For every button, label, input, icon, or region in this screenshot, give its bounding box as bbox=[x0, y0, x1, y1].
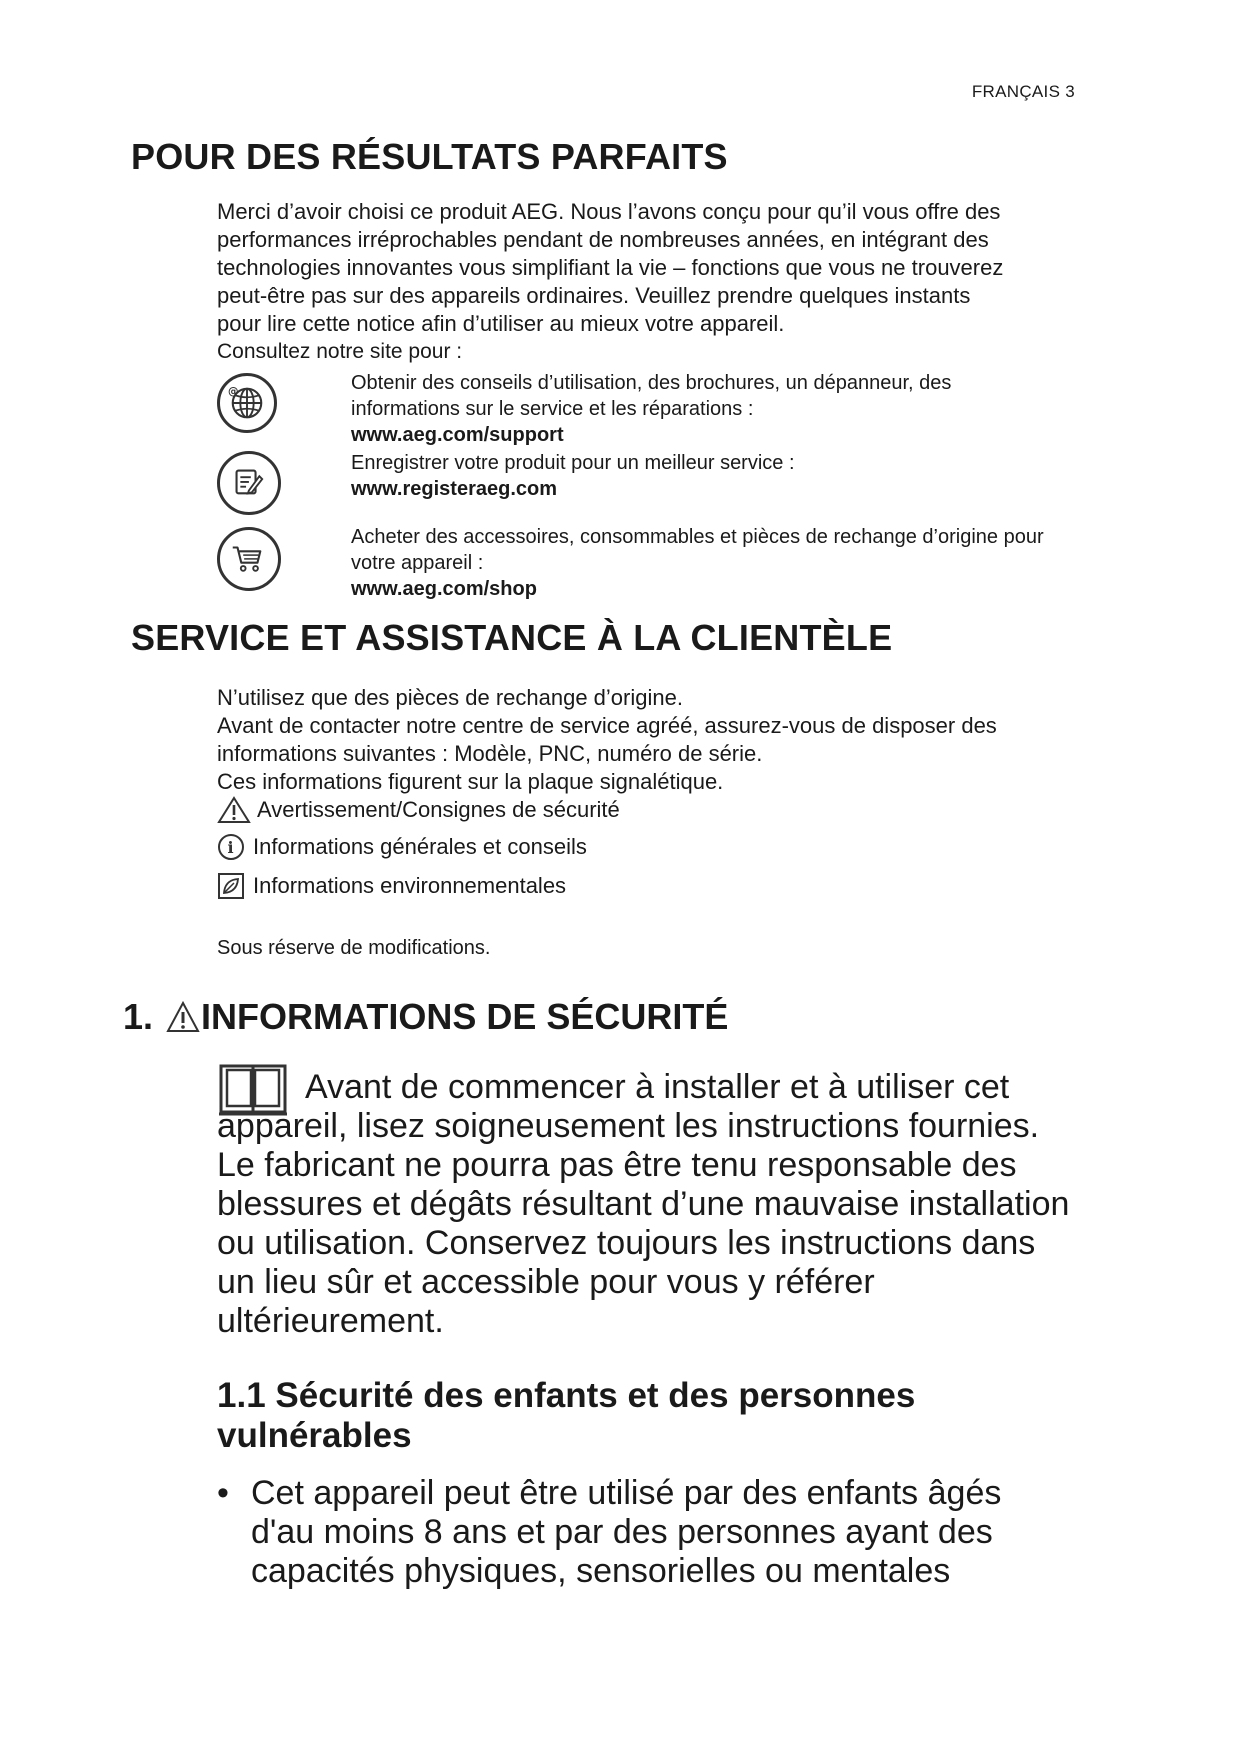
support-item-support bbox=[351, 370, 1131, 448]
bullet-symbol: • bbox=[217, 1474, 229, 1512]
bullet-text bbox=[251, 1474, 1001, 1591]
legend-label: Informations générales et conseils bbox=[253, 834, 587, 859]
svg-text:i: i bbox=[227, 838, 234, 857]
safety-line: blessures et dégâts résultant d’une mauvaise installation bbox=[217, 1185, 1070, 1223]
intro-line: peut-être pas sur des appareils ordinaires. Veuillez prendre quelques instants bbox=[217, 283, 971, 308]
legend-environment bbox=[217, 872, 566, 900]
bullet-line: Cet appareil peut être utilisé par des enfants âgés bbox=[251, 1474, 1002, 1512]
page-header: FRANÇAIS 3 bbox=[971, 82, 1075, 101]
bullet-line: d'au moins 8 ans et par des personnes ayant des bbox=[251, 1513, 993, 1551]
service-line: Avant de contacter notre centre de service agréé, assurez-vous de disposer des bbox=[217, 713, 997, 738]
support-text: informations sur le service et les réparations : bbox=[351, 398, 754, 420]
section-number: 1. bbox=[123, 996, 154, 1037]
service-line: informations suivantes : Modèle, PNC, numéro de série. bbox=[217, 741, 763, 766]
legend-label: Avertissement/Consignes de sécurité bbox=[257, 797, 620, 822]
intro-line: technologies innovantes vous simplifiant la vie – fonctions que vous ne trouverez bbox=[217, 255, 1004, 280]
svg-text:@: @ bbox=[228, 385, 239, 398]
legend-label: Informations environnementales bbox=[253, 873, 567, 898]
safety-line: Avant de commencer à installer et à utiliser cet bbox=[305, 1068, 1010, 1106]
support-link[interactable]: www.aeg.com/support bbox=[351, 424, 564, 446]
consult-line: Consultez notre site pour : bbox=[217, 340, 463, 363]
safety-line: Le fabricant ne pourra pas être tenu responsable des bbox=[217, 1146, 1017, 1184]
section-title-service: SERVICE ET ASSISTANCE À LA CLIENTÈLE bbox=[131, 617, 893, 658]
legend-info bbox=[217, 833, 587, 861]
safety-section-title bbox=[123, 996, 728, 1038]
intro-paragraph bbox=[217, 198, 1137, 366]
section-title-results: POUR DES RÉSULTATS PARFAITS bbox=[131, 136, 728, 177]
modification-note: Sous réserve de modifications. bbox=[217, 937, 491, 959]
shop-link[interactable]: www.aeg.com/shop bbox=[351, 578, 537, 600]
info-icon bbox=[217, 833, 247, 861]
section-title: INFORMATIONS DE SÉCURITÉ bbox=[201, 996, 729, 1037]
register-icon bbox=[217, 451, 281, 515]
subsection-title: 1.1 Sécurité des enfants et des personnes vulnérables bbox=[217, 1376, 916, 1455]
register-link[interactable]: www.registeraeg.com bbox=[351, 478, 557, 500]
service-line: Ces informations figurent sur la plaque signalétique. bbox=[217, 769, 724, 794]
support-text: Obtenir des conseils d’utilisation, des brochures, un dépanneur, des bbox=[351, 372, 952, 394]
cart-icon bbox=[217, 527, 281, 591]
warning-icon bbox=[217, 796, 251, 824]
register-text: Enregistrer votre produit pour un meilleur service : bbox=[351, 452, 795, 474]
safety-line: ultérieurement. bbox=[217, 1302, 444, 1340]
intro-line: pour lire cette notice afin d’utiliser au mieux votre appareil. bbox=[217, 311, 785, 336]
safety-line: ou utilisation. Conservez toujours les instructions dans bbox=[217, 1224, 1036, 1262]
intro-line: Merci d’avoir choisi ce produit AEG. Nous l’avons conçu pour qu’il vous offre des bbox=[217, 199, 1001, 224]
legend-warning bbox=[217, 796, 620, 824]
service-line: N’utilisez que des pièces de rechange d’origine. bbox=[217, 685, 683, 710]
warning-icon bbox=[165, 1000, 201, 1034]
safety-line: appareil, lisez soigneusement les instructions fournies. bbox=[217, 1107, 1040, 1145]
environment-icon bbox=[217, 872, 247, 900]
bullet-line: capacités physiques, sensorielles ou mentales bbox=[251, 1552, 951, 1590]
safety-intro bbox=[217, 1068, 1137, 1341]
service-paragraph bbox=[217, 684, 1137, 796]
support-item-register bbox=[351, 450, 1131, 502]
shop-text: votre appareil : bbox=[351, 552, 484, 574]
intro-line: performances irréprochables pendant de nombreuses années, en intégrant des bbox=[217, 227, 989, 252]
shop-text: Acheter des accessoires, consommables et pièces de rechange d’origine pour bbox=[351, 526, 1044, 548]
globe-icon bbox=[217, 373, 277, 433]
safety-line: un lieu sûr et accessible pour vous y référer bbox=[217, 1263, 875, 1301]
support-item-shop bbox=[351, 524, 1131, 602]
bullet-item bbox=[217, 1474, 1137, 1591]
